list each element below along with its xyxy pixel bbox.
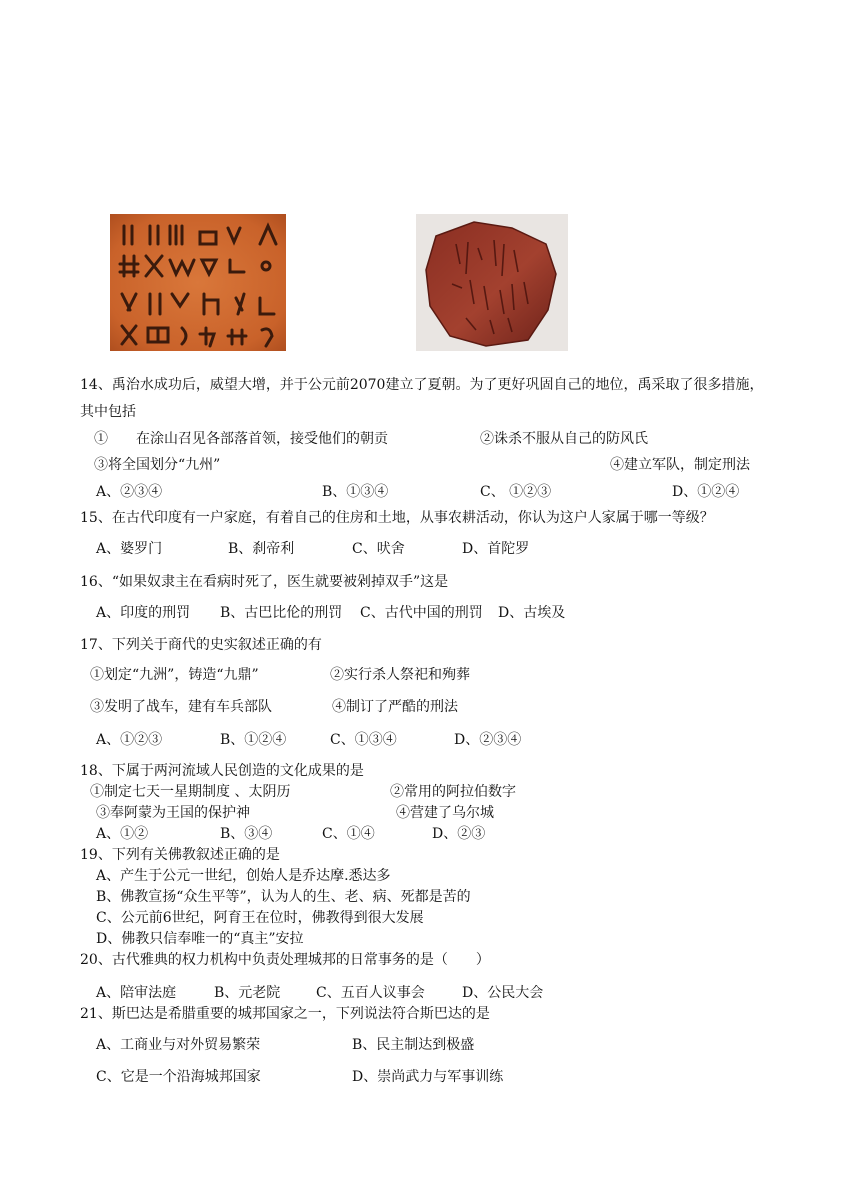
q14-option-d: D、①②④ <box>672 484 740 500</box>
q15-option-b: B、刹帝利 <box>228 541 295 557</box>
q14-stem-line2: 其中包括 <box>80 404 136 420</box>
q14-option-c: C、 ①②③ <box>480 484 552 500</box>
q21-option-b: B、民主制达到极盛 <box>352 1037 475 1053</box>
q20-stem: 20、古代雅典的权力机构中负责处理城邦的日常事务的是（ ） <box>80 952 490 968</box>
q15-stem: 15、在古代印度有一户家庭，有着自己的住房和土地，从事农耕活动，你认为这户人家属于哪一等级？ <box>80 510 714 526</box>
q19-option-a: A、产生于公元一世纪，创始人是乔达摩.悉达多 <box>96 868 391 884</box>
q21-option-c: C、它是一个沿海城邦国家 <box>96 1069 261 1085</box>
q18-item-3: ③奉阿蒙为王国的保护神 <box>96 805 250 821</box>
q21-option-a: A、工商业与对外贸易繁荣 <box>96 1037 261 1053</box>
q20-option-d: D、公民大会 <box>462 985 544 1001</box>
q17-option-c: C、①③④ <box>330 732 397 748</box>
q14-option-a: A、②③④ <box>96 484 163 500</box>
q14-option-b: B、①③④ <box>322 484 389 500</box>
q18-item-4: ④营建了乌尔城 <box>396 805 494 821</box>
q21-option-d: D、崇尚武力与军事训练 <box>352 1069 504 1085</box>
q17-item-3: ③发明了战车，建有车兵部队 <box>90 699 272 715</box>
q14-item-4: ④建立军队，制定刑法 <box>610 457 750 473</box>
q14-item-2: ②诛杀不服从自己的防风氏 <box>480 431 648 447</box>
q18-option-d: D、②③ <box>432 826 486 842</box>
q19-option-d: D、佛教只信奉唯一的“真主”安拉 <box>96 931 304 947</box>
q21-stem: 21、斯巴达是希腊重要的城邦国家之一，下列说法符合斯巴达的是 <box>80 1006 490 1022</box>
q17-item-2: ②实行杀人祭祀和殉葬 <box>330 667 470 683</box>
q17-option-a: A、①②③ <box>96 732 163 748</box>
clay-inscription-image <box>110 214 286 351</box>
q16-stem: 16、“如果奴隶主在看病时死了，医生就要被剁掉双手”这是 <box>80 574 449 590</box>
q16-option-c: C、古代中国的刑罚 <box>360 605 483 621</box>
q19-option-c: C、公元前6世纪，阿育王在位时，佛教得到很大发展 <box>96 910 424 926</box>
q20-option-a: A、陪审法庭 <box>96 985 177 1001</box>
q17-item-4: ④制订了严酷的刑法 <box>332 699 458 715</box>
q18-option-a: A、①② <box>96 826 149 842</box>
q17-option-b: B、①②④ <box>220 732 287 748</box>
q15-option-a: A、婆罗门 <box>96 541 163 557</box>
q17-stem: 17、下列关于商代的史实叙述正确的有 <box>80 637 322 653</box>
q18-stem: 18、下属于两河流域人民创造的文化成果的是 <box>80 763 364 779</box>
q17-item-1: ①划定“九洲”，铸造“九鼎” <box>90 667 259 683</box>
q16-option-b: B、古巴比伦的刑罚 <box>220 605 343 621</box>
q20-option-c: C、五百人议事会 <box>316 985 425 1001</box>
q18-item-1: ①制定七天一星期制度 、太阴历 <box>90 784 291 800</box>
q19-option-b: B、佛教宣扬“众生平等”，认为人的生、老、病、死都是苦的 <box>96 889 471 905</box>
q15-option-c: C、吠舍 <box>352 541 405 557</box>
q18-option-b: B、③④ <box>220 826 273 842</box>
q20-option-b: B、元老院 <box>214 985 281 1001</box>
q16-option-d: D、古埃及 <box>498 605 566 621</box>
q17-option-d: D、②③④ <box>454 732 522 748</box>
q16-option-a: A、印度的刑罚 <box>96 605 191 621</box>
q18-option-c: C、①④ <box>322 826 375 842</box>
q14-stem-line1: 14、禹治水成功后，威望大增，并于公元前2070建立了夏朝。为了更好巩固自己的地位，禹采取了很多措施， <box>80 377 764 393</box>
artifact-fragment-image <box>416 214 568 351</box>
q15-option-d: D、首陀罗 <box>462 541 530 557</box>
q14-item-3: ③将全国划分“九州” <box>94 457 221 473</box>
q14-item-1: ① 在涂山召见各部落首领，接受他们的朝贡 <box>94 431 388 447</box>
q19-stem: 19、下列有关佛教叙述正确的是 <box>80 847 280 863</box>
q18-item-2: ②常用的阿拉伯数字 <box>390 784 516 800</box>
